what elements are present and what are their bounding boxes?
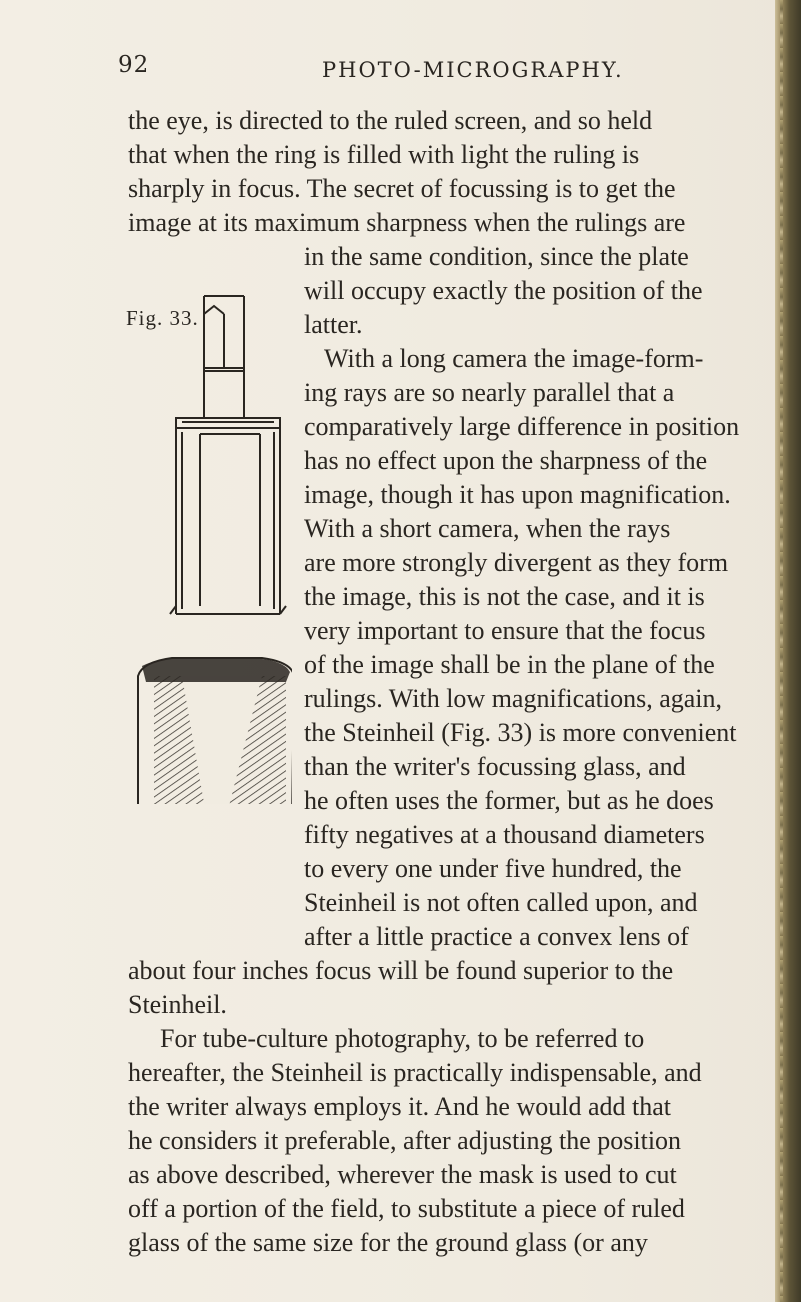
page-number: 92: [118, 52, 150, 78]
text-line: sharply in focus. The secret of focussing is to get the: [128, 174, 676, 203]
text-line: about four inches focus will be found superior to the: [128, 956, 674, 985]
text-line: than the writer's focussing glass, and: [304, 752, 686, 781]
text-line: With a short camera, when the rays: [304, 514, 671, 543]
text-line: will occupy exactly the position of the: [304, 276, 703, 305]
book-spine-edge: [775, 0, 801, 1302]
text-line: Steinheil.: [128, 990, 227, 1019]
text-line: in the same condition, since the plate: [304, 242, 689, 271]
text-line: after a little practice a convex lens of: [304, 922, 689, 951]
text-line: For tube-culture photography, to be referred to: [160, 1024, 645, 1053]
text-line: hereafter, the Steinheil is practically indispensable, and: [128, 1058, 702, 1087]
text-line: rulings. With low magnifications, again,: [304, 684, 723, 713]
text-line: the writer always employs it. And he would add that: [128, 1092, 672, 1121]
text-line: he often uses the former, but as he does: [304, 786, 714, 815]
text-line: Steinheil is not often called upon, and: [304, 888, 698, 917]
text-line: latter.: [304, 310, 363, 339]
text-line: comparatively large difference in position: [304, 412, 740, 441]
figure-caption: Fig. 33.: [126, 306, 199, 330]
text-line: glass of the same size for the ground glass (or any: [128, 1228, 648, 1257]
text-line: has no effect upon the sharpness of the: [304, 446, 708, 475]
text-line: to every one under five hundred, the: [304, 854, 682, 883]
text-line: that when the ring is filled with light the ruling is: [128, 140, 640, 169]
text-line: the image, this is not the case, and it is: [304, 582, 705, 611]
text-line: very important to ensure that the focus: [304, 616, 706, 645]
text-line: off a portion of the field, to substitute a piece of ruled: [128, 1194, 685, 1223]
text-line: ing rays are so nearly parallel that a: [304, 378, 675, 407]
text-line: of the image shall be in the plane of the: [304, 650, 715, 679]
lens-cross-section: [140, 658, 292, 804]
text-line: are more strongly divergent as they form: [304, 548, 729, 577]
running-head: PHOTO-MICROGRAPHY.: [322, 58, 624, 82]
text-line: fifty negatives at a thousand diameters: [304, 820, 705, 849]
text-line: the Steinheil (Fig. 33) is more convenient: [304, 718, 737, 747]
text-line: the eye, is directed to the ruled screen, and so held: [128, 106, 653, 135]
text-line: With a long camera the image-form-: [324, 344, 704, 373]
steinheil-lens-figure: [112, 284, 292, 804]
text-line: he considers it preferable, after adjusting the position: [128, 1126, 682, 1155]
text-line: image at its maximum sharpness when the rulings are: [128, 208, 686, 237]
text-line: image, though it has upon magnification.: [304, 480, 731, 509]
text-line: as above described, wherever the mask is used to cut: [128, 1160, 677, 1189]
